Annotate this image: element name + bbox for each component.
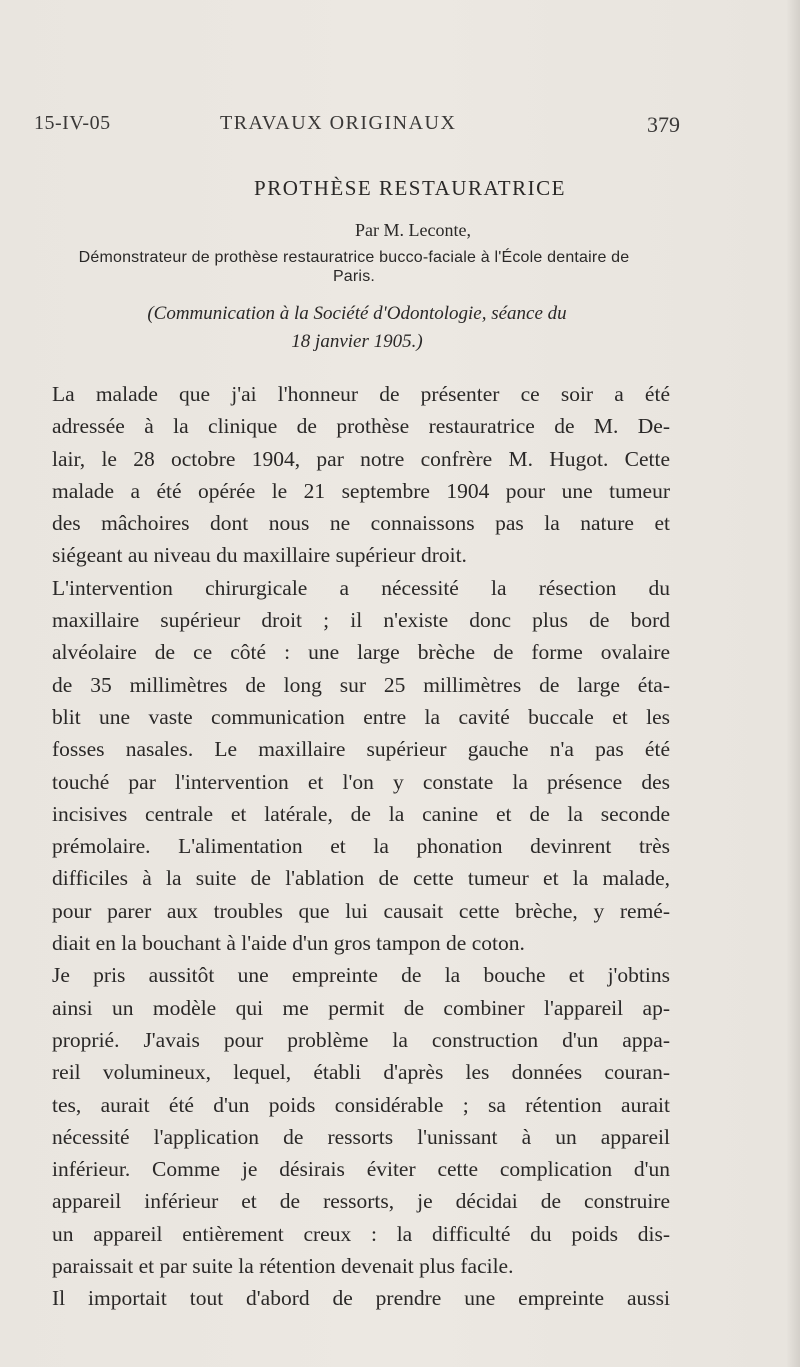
text-line: inférieur. Comme je désirais éviter cette complication d'un [52, 1157, 670, 1182]
text-line: Je pris aussitôt une empreinte de la bouche et j'obtins [52, 963, 670, 988]
paragraph [34, 378, 670, 572]
text-line: blit une vaste communication entre la cavité buccale et les [52, 704, 670, 729]
text-line: pour parer aux troubles que lui causait cette brèche, y remé- [52, 898, 670, 923]
text-line: malade a été opérée le 21 septembre 1904 pour une tumeur [52, 478, 670, 503]
text-line: Il importait tout d'abord de prendre une empreinte aussi [52, 1286, 670, 1311]
communication-note [34, 300, 680, 356]
article-body [34, 378, 670, 1315]
text-line: des mâchoires dont nous ne connaissons pas la nature et [52, 511, 670, 536]
text-line: nécessité l'application de ressorts l'unissant à un appareil [52, 1124, 670, 1149]
text-line: maxillaire supérieur droit ; il n'existe donc plus de bord [52, 608, 670, 633]
text-line: de 35 millimètres de long sur 25 millimètres de large éta- [52, 672, 670, 697]
text-line: alvéolaire de ce côté : une large brèche de forme ovalaire [52, 640, 670, 665]
article-title: PROTHÈSE RESTAURATRICE [254, 176, 566, 200]
communication-line: (Communication à la Société d'Odontologie, séance du [147, 303, 567, 324]
text-line: L'intervention chirurgicale a nécessité la résection du [52, 575, 670, 600]
running-head [34, 112, 680, 142]
affiliation-line: Démonstrateur de prothèse restauratrice bucco-faciale à l'École dentaire de [78, 249, 630, 266]
text-line: tes, aurait été d'un poids considérable ; sa rétention aurait [52, 1092, 670, 1117]
text-line: ainsi un modèle qui me permit de combiner l'appareil ap- [52, 995, 670, 1020]
section-title: TRAVAUX ORIGINAUX [220, 112, 457, 134]
affiliation-line: Paris. [332, 268, 376, 285]
text-line: appareil inférieur et de ressorts, je décidai de construire [52, 1189, 670, 1214]
paragraph [34, 959, 670, 1282]
text-line: prémolaire. L'alimentation et la phonation devinrent très [52, 834, 670, 859]
text-line: siégeant au niveau du maxillaire supérieur droit. [52, 543, 467, 568]
text-line: paraissait et par suite la rétention devenait plus facile. [52, 1254, 514, 1279]
text-line: un appareil entièrement creux : la difficulté du poids dis- [52, 1221, 670, 1246]
text-line: incisives centrale et latérale, de la canine et de la seconde [52, 801, 670, 826]
text-line: adressée à la clinique de prothèse restauratrice de M. De- [52, 414, 670, 439]
text-line: proprié. J'avais pour problème la construction d'un appa- [52, 1027, 670, 1052]
text-line: La malade que j'ai l'honneur de présenter ce soir a été [52, 382, 670, 406]
text-line: lair, le 28 octobre 1904, par notre confrère M. Hugot. Cette [52, 446, 670, 471]
page-number: 379 [647, 112, 680, 137]
author-affiliation [34, 248, 674, 286]
text-line: touché par l'intervention et l'on y constate la présence des [52, 769, 670, 794]
text-line: diait en la bouchant à l'aide d'un gros tampon de coton. [52, 931, 525, 956]
article-author: Par M. Leconte, [355, 220, 471, 240]
page-edge-shadow [786, 0, 800, 1367]
communication-line: 18 janvier 1905.) [291, 331, 423, 352]
paragraph [34, 1282, 670, 1314]
paragraph [34, 572, 670, 960]
issue-date: 15-IV-05 [34, 112, 111, 134]
text-line: reil volumineux, lequel, établi d'après les données couran- [52, 1060, 670, 1085]
text-line: fosses nasales. Le maxillaire supérieur gauche n'a pas été [52, 737, 670, 762]
text-line: difficiles à la suite de l'ablation de cette tumeur et la malade, [52, 866, 670, 891]
